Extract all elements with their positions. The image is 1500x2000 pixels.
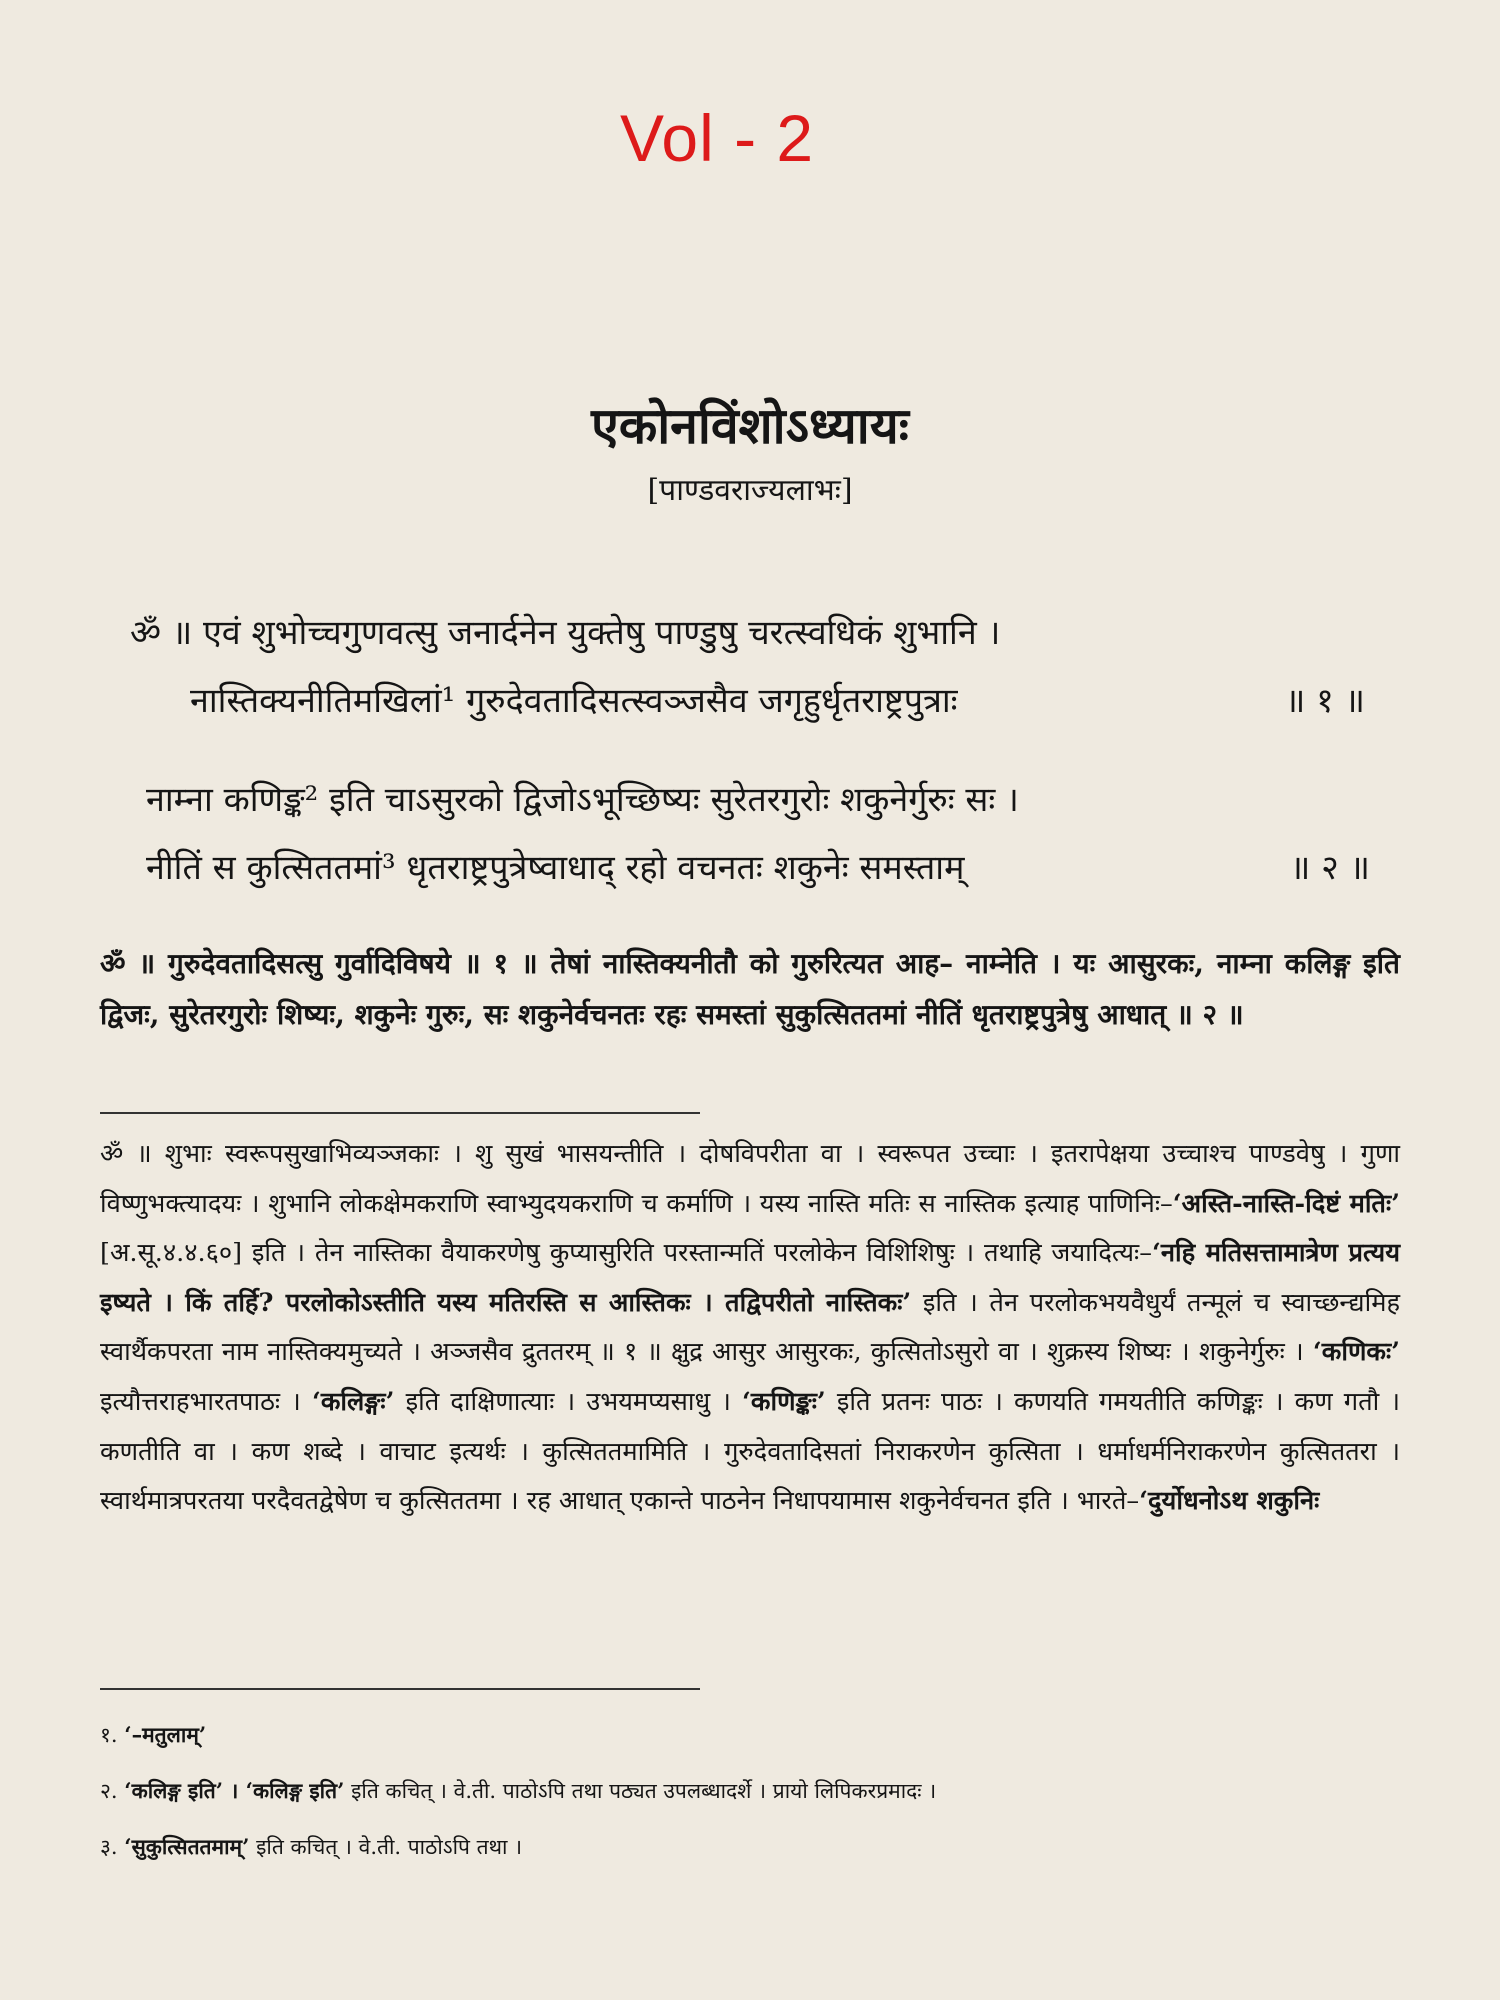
notes-quote-4: ‘कलिङ्गः’ (311, 1386, 395, 1417)
verse-2-number: ॥ २ ॥ (1290, 848, 1371, 888)
verse-2-line-1: नाम्ना कणिङ्क² इति चाऽसुरको द्विजोऽभूच्छिष्यः सुरेतरगुरोः शकुनेर्गुरुः सः । (146, 780, 1019, 820)
notes-text-6: इति प्रतनः पाठः । कणयति गमयतीति कणिङ्कः । कण गतौ । कणतीति वा । कण शब्दे । वाचाट इत्यर्थः । कुत्सिततमामिति । गुरुदेवतादिसतां निराकरणेन कुत्सिता । धर्माधर्मनिराकरणेन कुत्सिततरा । स्वार्थमात्रपरतया परदैवतद्वेषेण च कुत्सिततमा । रह आधात् एकान्ते पाठनेन निधापयामास शकुनेर्वचनत इति । भारते– (100, 1386, 1401, 1517)
footnote-item (100, 1763, 1400, 1819)
footnote-text: इति कचित् । वे.ती. पाठोऽपि तथा । (249, 1835, 523, 1859)
notes-text-4: इत्यौत्तराहभारतपाठः । (100, 1386, 312, 1417)
notes-quote-5: ‘कणिङ्कः’ (742, 1386, 826, 1417)
notes-quote-2: ‘नहि मतिसत्तामात्रेण प्रत्यय इष्यते । किं तर्हि? परलोकोऽस्तीति यस्य मतिरस्ति स आस्तिकः । तद्विपरीतो नास्तिकः’ (100, 1238, 1401, 1318)
verse-1-line-2: नास्तिक्यनीतिमखिलां¹ गुरुदेवतादिसत्स्वञ्जसैव जगृहुर्धृतराष्ट्रपुत्राः (190, 681, 958, 721)
footnote-quote: ‘–मतुलाम्’ (124, 1722, 207, 1747)
verse-1-line-1: ॐ ॥ एवं शुभोच्चगुणवत्सु जनार्दनेन युक्तेषु पाण्डुषु चरत्स्वधिकं शुभानि । (130, 613, 1001, 653)
footnote-number: २. (100, 1779, 118, 1803)
notes-text-3: इति । तेन परलोकभयवैधुर्यं तन्मूलं च स्वाच्छन्द्यमिह स्वार्थैकपरता नाम नास्तिक्यमुच्यते । अञ्जसैव द्रुततरम् ॥ १ ॥ क्षुद्र आसुर आसुरकः, कुत्सितोऽसुरो वा । शुक्रस्य शिष्यः । शकुनेर्गुरुः । (100, 1287, 1401, 1368)
footnotes-block (100, 1707, 1400, 1875)
footnote-quote: ‘सुकुत्सिततमाम्’ (124, 1834, 250, 1859)
footnote-divider (100, 1688, 700, 1690)
verse-2-line-2: नीतिं स कुत्सिततमां³ धृतराष्ट्रपुत्रेष्वाधाद् रहो वचनतः शकुनेः समस्ताम् (146, 848, 965, 888)
footnote-quote: ‘कलिङ्ग इति’ । ‘कलिङ्ग इति’ (124, 1778, 345, 1803)
notes-text-5: इति दाक्षिणात्याः । उभयमप्यसाधु । (394, 1386, 743, 1417)
commentary-block: ॐ ॥ गुरुदेवतादिसत्सु गुर्वादिविषये ॥ १ ॥ तेषां नास्तिक्यनीतौ को गुरुरित्यत आह– नाम्नेति । यः आसुरकः, नाम्ना कलिङ्ग इति द्विजः, सुरेतरगुरोः शिष्यः, शकुनेः गुरुः, सः शकुनेर्वचनतः रहः समस्तां सुकुत्सिततमां नीतिं धृतराष्ट्रपुत्रेषु आधात् ॥ २ ॥ (100, 947, 1400, 1031)
notes-quote-6: ‘दुर्योधनोऽथ शकुनिः (1139, 1486, 1320, 1517)
notes-text-2: [अ.सू.४.४.६०] इति । तेन नास्तिका वैयाकरणेषु कुप्यासुरिति परस्तान्मतिं परलोकेन विशिशिषुः । तथाहि जयादित्यः– (100, 1238, 1152, 1269)
footnote-item (100, 1819, 1400, 1875)
volume-label: Vol - 2 (620, 101, 815, 175)
footnote-text: इति कचित् । वे.ती. पाठोऽपि तथा पठ्यत उपलब्धादर्शे । प्रायो लिपिकरप्रमादः । (344, 1779, 937, 1803)
chapter-subtitle: [पाण्डवराज्यलाभः] (647, 473, 853, 508)
verse-1-number: ॥ १ ॥ (1285, 681, 1366, 721)
footnote-number: १. (100, 1723, 118, 1747)
notes-quote-3: ‘कणिकः’ (1312, 1337, 1400, 1368)
commentary-divider (100, 1112, 700, 1114)
chapter-title: एकोनविंशोऽध्यायः (591, 396, 909, 455)
notes-quote-1: ‘अस्ति-नास्ति-दिष्टं मतिः’ (1172, 1188, 1400, 1219)
notes-block (100, 1130, 1400, 1527)
notes-text-1: ॐ ॥ शुभाः स्वरूपसुखाभिव्यञ्जकाः । शु सुखं भासयन्तीति । दोषविपरीता वा । स्वरूपत उच्चाः । इतरापेक्षया उच्चाश्च पाण्डवेषु । गुणा विष्णुभक्त्यादयः । शुभानि लोकक्षेमकराणि स्वाभ्युदयकराणि च कर्माणि । यस्य नास्ति मतिः स नास्तिक इत्याह पाणिनिः– (100, 1139, 1400, 1219)
footnote-item (100, 1707, 1400, 1763)
footnote-number: ३. (100, 1835, 118, 1859)
